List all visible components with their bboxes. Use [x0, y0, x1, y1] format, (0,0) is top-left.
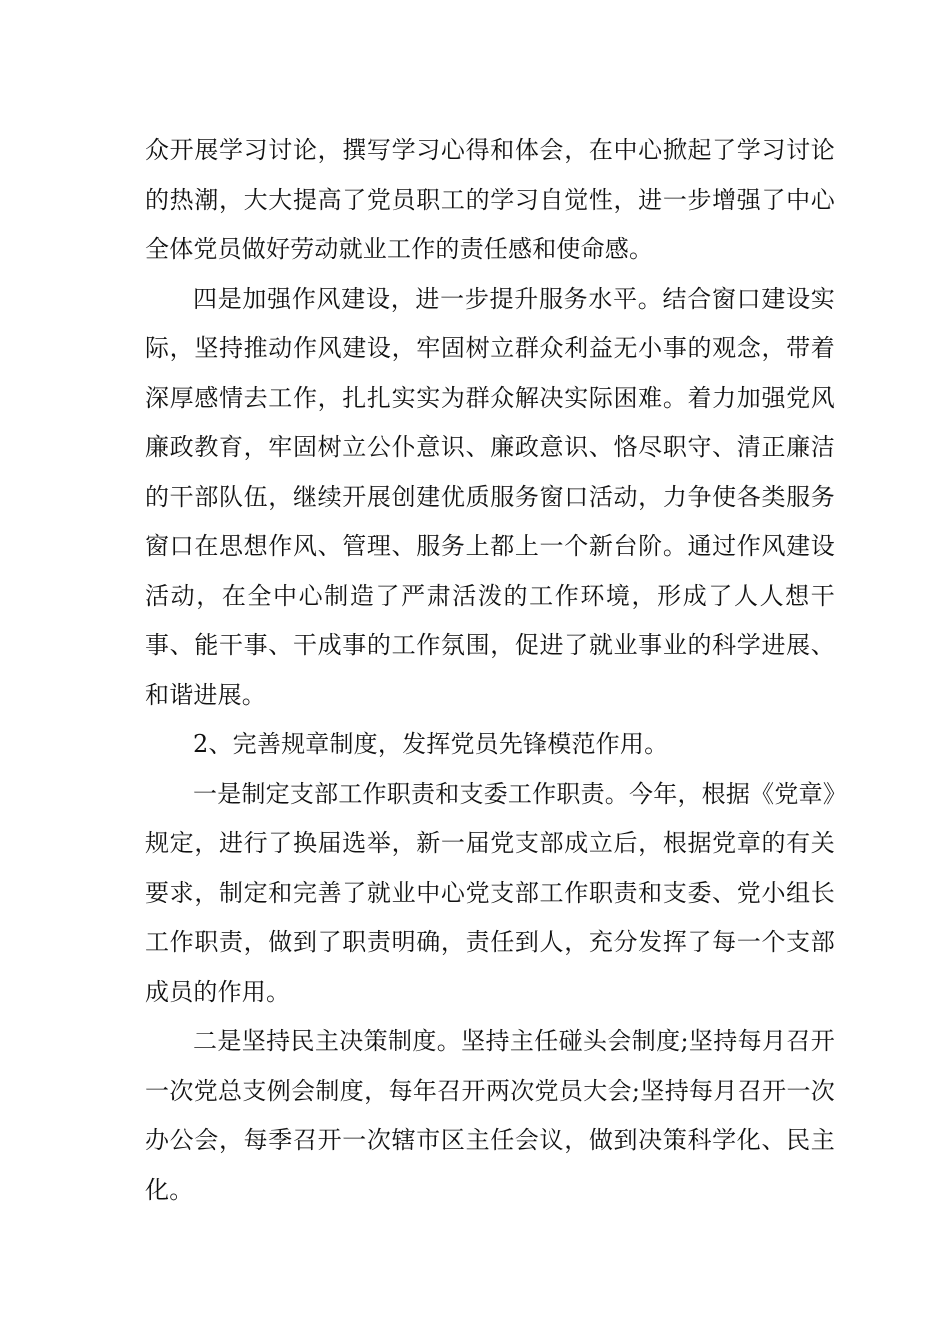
document-body	[145, 126, 835, 1215]
paragraph-section-heading: 2、完善规章制度，发挥党员先锋模范作用。	[193, 730, 669, 758]
paragraph-duties: 一是制定支部工作职责和支委工作职责。今年，根据《党章》规定，进行了换届选举，新一届党支部成立后，根据党章的有关要求，制定和完善了就业中心党支部工作职责和支委、党小组长工作职责，做到了职责明确，责任到人，充分发挥了每一个支部成员的作用。	[145, 779, 835, 1006]
paragraph-work-style: 四是加强作风建设，进一步提升服务水平。结合窗口建设实际，坚持推动作风建设，牢固树立群众利益无小事的观念，带着深厚感情去工作，扎扎实实为群众解决实际困难。着力加强党风廉政教育，牢固树立公仆意识、廉政意识、恪尽职守、清正廉洁的干部队伍，继续开展创建优质服务窗口活动，力争使各类服务窗口在思想作风、管理、服务上都上一个新台阶。通过作风建设活动，在全中心制造了严肃活泼的工作环境，形成了人人想干事、能干事、干成事的工作氛围，促进了就业事业的科学进展、和谐进展。	[145, 284, 835, 709]
paragraph-study-discussion: 众开展学习讨论，撰写学习心得和体会，在中心掀起了学习讨论的热潮，大大提高了党员职工的学习自觉性，进一步增强了中心全体党员做好劳动就业工作的责任感和使命感。	[145, 136, 835, 263]
paragraph-democratic-decision: 二是坚持民主决策制度。坚持主任碰头会制度;坚持每月召开一次党总支例会制度，每年召开两次党员大会;坚持每月召开一次办公会，每季召开一次辖市区主任会议，做到决策科学化、民主化。	[145, 1027, 835, 1204]
